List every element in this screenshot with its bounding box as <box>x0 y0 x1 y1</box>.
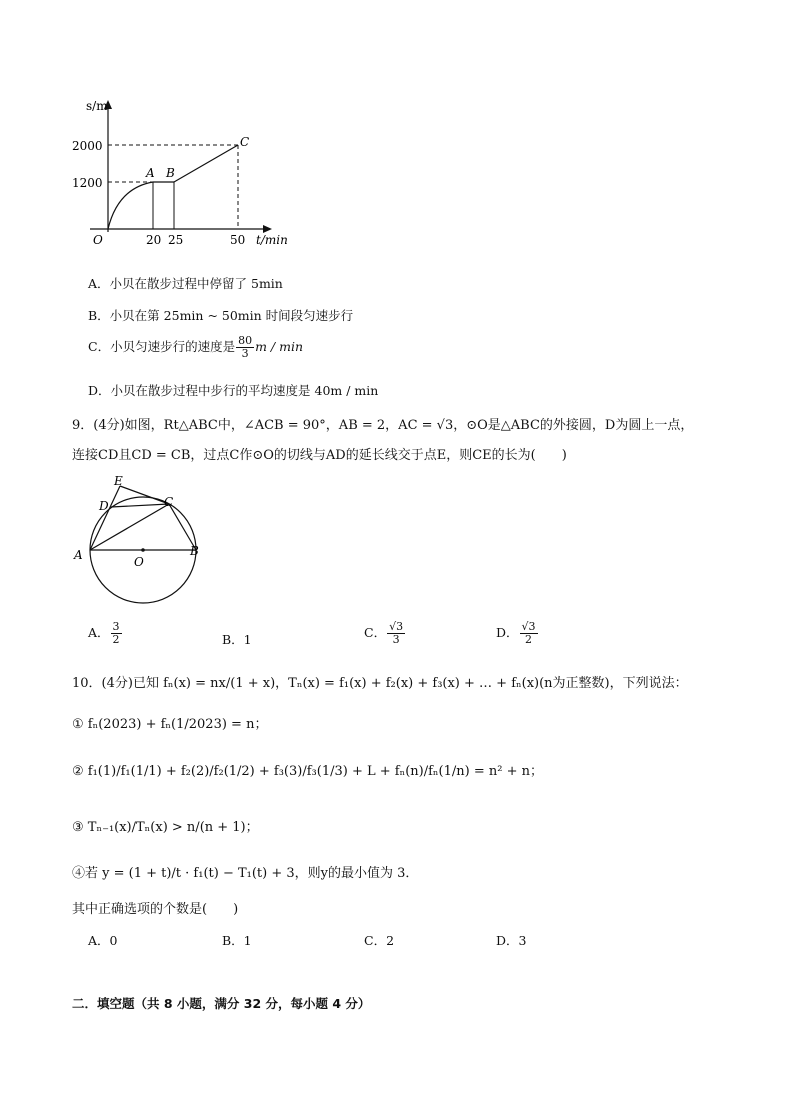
q8-option-c <box>88 335 303 360</box>
q9-stem-line2: 连接CD且CD = CB，过点C作⊙O的切线与AD的延长线交于点E，则CE的长为( ) <box>72 448 567 463</box>
x-tick-50: 50 <box>230 233 246 247</box>
x-tick-20: 20 <box>146 233 162 247</box>
x-axis-arrow <box>263 225 272 233</box>
label-d: D <box>99 499 109 513</box>
curve-o-a <box>108 182 153 229</box>
y-tick-2000: 2000 <box>72 139 103 153</box>
point-c-label: C <box>240 135 250 149</box>
q9-option-d-fraction <box>520 621 538 646</box>
line-ae <box>90 486 120 550</box>
q9-option-c-fraction <box>387 621 405 646</box>
frac-num: 3 <box>112 620 120 633</box>
line-ec <box>120 486 169 504</box>
q8-option-a: A．小贝在散步过程中停留了 5min <box>88 276 283 291</box>
q9-option-b: B．1 <box>222 632 252 647</box>
section-2-title: 二．填空题（共 8 小题，满分 32 分，每小题 4 分） <box>72 996 371 1011</box>
label-b: B <box>190 544 199 558</box>
q10-statement-2: ② f₁(1)/f₁(1/1) + f₂(2)/f₂(1/2) + f₃(3)/f₃(1/3) + L + fₙ(n)/fₙ(1/n) = n² + n； <box>72 764 543 779</box>
q9-circle-figure <box>68 474 208 614</box>
q10-statement-4: ④若 y = (1 + t)/t · f₁(t) − T₁(t) + 3，则y的最小值为 3． <box>72 866 419 881</box>
q10-prompt: 其中正确选项的个数是( ) <box>72 902 239 917</box>
x-tick-25: 25 <box>168 233 184 247</box>
label-o: O <box>134 555 144 569</box>
point-b-label: B <box>166 166 175 180</box>
q10-option-b: B．1 <box>222 933 252 948</box>
q10-option-a: A．0 <box>88 933 118 948</box>
q8-option-c-suffix: m / min <box>255 339 303 354</box>
q9-option-a <box>88 621 123 646</box>
frac-den: 2 <box>525 633 533 646</box>
segment-b-c <box>174 145 238 182</box>
distance-time-graph <box>60 96 300 256</box>
q10-statement-3: ③ Tₙ₋₁(x)/Tₙ(x) > n/(n + 1)； <box>72 820 259 835</box>
option-label: A． <box>88 625 110 640</box>
label-e: E <box>114 474 123 488</box>
frac-num: √3 <box>389 620 404 633</box>
option-label: D． <box>496 625 519 640</box>
q8-option-b: B．小贝在第 25min ~ 50min 时间段匀速步行 <box>88 308 354 323</box>
q9-option-c <box>364 621 406 646</box>
frac-num: √3 <box>521 620 536 633</box>
q8-option-d: D．小贝在散步过程中步行的平均速度是 40m / min <box>88 383 379 398</box>
center-dot <box>141 548 145 552</box>
q9-option-a-fraction <box>111 621 122 646</box>
y-axis-label: s/m <box>86 99 108 113</box>
label-a: A <box>74 548 83 562</box>
label-c: C <box>164 495 174 509</box>
q10-statement-1: ① fₙ(2023) + fₙ(1/2023) = n； <box>72 717 268 732</box>
line-dc <box>111 504 169 507</box>
frac-den: 3 <box>241 347 249 360</box>
origin-label: O <box>93 233 103 247</box>
q10-option-c: C．2 <box>364 933 395 948</box>
q10-option-d: D．3 <box>496 933 527 948</box>
q9-option-d <box>496 621 539 646</box>
q8-option-c-prefix: C．小贝匀速步行的速度是 <box>88 339 236 354</box>
option-label: C． <box>364 625 387 640</box>
frac-num: 80 <box>238 334 253 347</box>
x-axis-label: t/min <box>256 233 288 247</box>
q10-stem: 10．(4分)已知 fₙ(x) = nx/(1 + x)，Tₙ(x) = f₁(x) + f₂(x) + f₃(x) + … + fₙ(x)(n为正整数)，下列说法： <box>72 676 688 691</box>
frac-den: 3 <box>392 633 400 646</box>
q8-option-c-fraction <box>236 335 254 360</box>
y-tick-1200: 1200 <box>72 176 103 190</box>
point-a-label: A <box>146 166 155 180</box>
frac-den: 2 <box>112 633 120 646</box>
q9-stem-line1: 9．(4分)如图，Rt△ABC中，∠ACB = 90°，AB = 2，AC = √3，⊙O是△ABC的外接圆，D为圆上一点， <box>72 418 694 433</box>
